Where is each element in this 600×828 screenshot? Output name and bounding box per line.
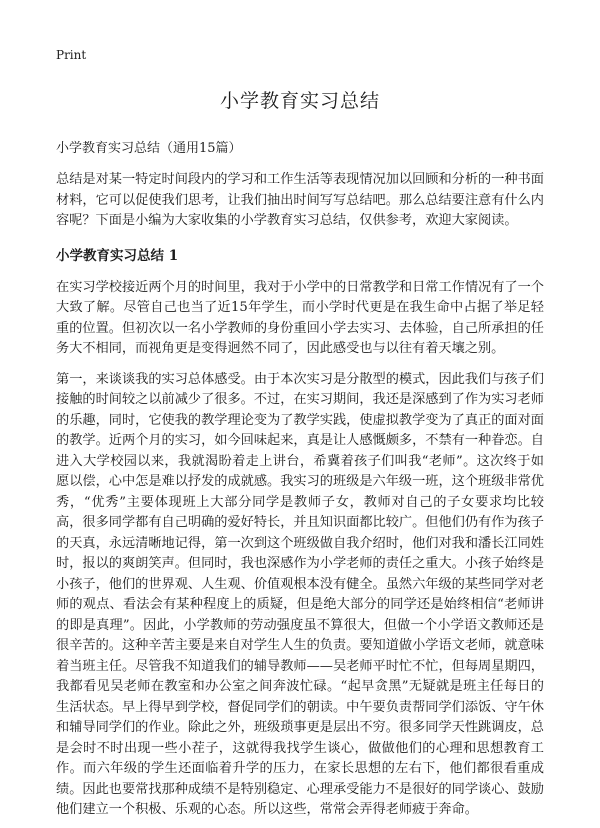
body-paragraph-2: 第一，来谈谈我的实习总体感受。由于本次实习是分散型的模式，因此我们与孩子们接触的时间较之以前减少了很多。不过，在实习期间，我还是深感到了作为实习老师的乐趣，同时，它使我的教学理论变为了教学实践，使虚拟教学变为了真正的面对面的教学。近两个月的实习，如今回味起来，真是让人感慨颇多，不禁有一种眷恋。自进入大学校园以来，我就渴盼着走上讲台，希冀着孩子们叫我“老师”。这次终于如愿以偿，心中怎是难以抒发的成就感。我实习的班级是六年级一班，这个班级非常优秀，“优秀”主要体现班上大部分同学是教师子女，教师对自己的子女要求均比较高，很多同学都有自己明确的爱好特长，并且知识面都比较广。但他们仍有作为孩子的天真，永远清晰地记得，第一次到这个班级做自我介绍时，他们对我和潘长江同姓时，报以的爽朗笑声。但同时，我也深感作为小学老师的责任之重大。小孩子始终是小孩子，他们的世界观、人生观、价值观根本没有健全。虽然六年级的某些同学对老师的观点、看法会有某种程度上的质疑，但是绝大部分的同学还是始终相信“老师讲的即是真理”。因此，小学教师的劳动强度虽不算很大，但做一个小学语文教师还是很辛苦的。这种辛苦主要是来自对学生人生的负责。要知道做小学语文老师，就意味着当班主任。尽管我不知道我们的辅导教师——吴老师平时忙不忙，但每周星期四，我都看见吴老师在教室和办公室之间奔波忙碌。“起早贪黑”无疑就是班主任每日的生活状态。早上得早到学校，督促同学们的朝读。中午要负责帮同学们添饭、守午休和辅导同学们的作业。除此之外，班级琐事更是层出不穷。很多同学天性跳调皮，总是会时不时出现一些小茬子，这就得我找学生谈心，做做他们的心理和思想教育工作。而六年级的学生还面临着升学的压力，在家长思想的左右下，他们都很看重成绩。因此也要常找那种成绩不是特别稳定、心理承受能力不是很好的同学谈心、鼓励他们建立一个积极、乐观的心态。所以这些，常常会弄得老师疲于奔命。 — [56, 371, 544, 817]
intro-paragraph: 总结是对某一特定时间段内的学习和工作生活等表现情况加以回顾和分析的一种书面材料，它可以促使我们思考，让我们抽出时间写写总结吧。那么总结要注意有什么内容呢？下面是小编为大家收集的小学教育实习总结，仅供参考，欢迎大家阅读。 — [56, 172, 544, 228]
section-heading: 小学教育实习总结 1 — [56, 247, 179, 264]
print-link[interactable]: Print — [56, 48, 87, 62]
body-paragraph-1: 在实习学校接近两个月的时间里，我对于小学中的日常教学和日常工作情况有了一个大致了解。尽管自己也当了近15年学生，而小学时代更是在我生命中占据了举足轻重的位置。但初次以一名小学教师的身份重回小学去实习、去体验，自己所承担的任务大不相同，而视角更是变得迥然不同了，因此感受也与以往有着天壤之别。 — [56, 279, 544, 356]
page-title: 小学教育实习总结 — [219, 90, 380, 112]
document-subtitle: 小学教育实习总结（通用15篇） — [56, 141, 242, 156]
